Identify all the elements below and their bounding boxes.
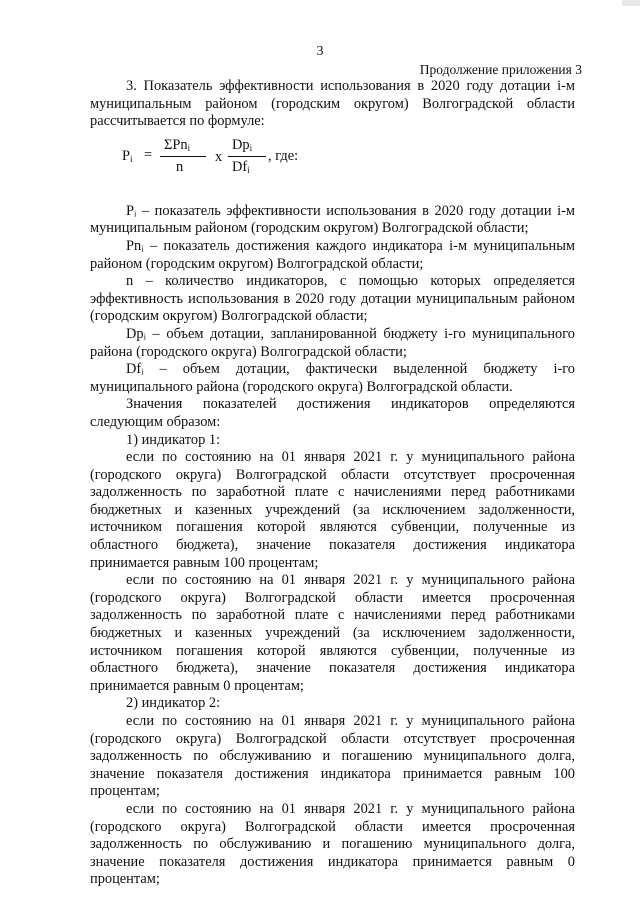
indicator-1-case-present: если по состоянию на 01 января 2021 г. у муниципального района (городского округа) Волгоградской области имеется просроченная задолженность по заработной плате с начислениями перед работниками бюджетных и казенных учреждений (за исключением задолженности, источником погашения которой являются субвенции, полученные из областного бюджета), значение показателя достижения индикатора принимается равным 0 процентам; [90, 572, 575, 694]
fraction-bar-1 [160, 156, 206, 157]
heading-indicator-1: 1) индикатор 1: [126, 431, 221, 448]
paragraph-indicator-values: Значения показателей достижения индикаторов определяются следующим образом: [90, 396, 575, 430]
indicator-1-case-absent: если по состоянию на 01 января 2021 г. у муниципального района (городского округа) Волгоградской области отсутствует просроченная задолженность по заработной плате с начислениями перед работниками бюджетных и казенных учреждений (за исключением задолженности, источником погашения которой являются субвенции, полученные из областного бюджета), значение показателя достижения индикатора принимается равным 100 процентам; [90, 449, 575, 571]
definition-dpi: Dpᵢ – объем дотации, запланированной бюджету i-го муниципального района (городского округа) Волгоградской области; [90, 325, 575, 360]
indicator-2-case-absent: если по состоянию на 01 января 2021 г. у муниципального района (городского округа) Волгоградской области отсутствует просроченная задолженность по обслуживанию и погашению муниципального долга, значение показателя достижения индикатора принимается равным 100 процентам; [90, 713, 575, 800]
formula-times: x [215, 148, 223, 165]
formula-equals: = [144, 146, 153, 163]
indicator-2-case-present: если по состоянию на 01 января 2021 г. у муниципального района (городского округа) Волгоградской области имеется просроченная задолженность по обслуживанию и погашению муниципального долга, значение показателя достижения индикатора принимается равным 0 процентам; [90, 800, 575, 888]
document-body [90, 78, 575, 889]
scan-edge-mark [622, 0, 640, 6]
paragraph-intro: 3. Показатель эффективности использования в 2020 году дотации i-м муниципальным районом (городским округом) Волгоградской области рассчитывается по формуле: [90, 78, 575, 130]
appendix-continuation-note: Продолжение приложения 3 [419, 62, 582, 77]
formula-denominator-2: $Df_i$ [232, 158, 250, 175]
formula-lhs: $P_i$ [122, 147, 133, 164]
formula-numerator-2: $Dp_i$ [232, 136, 253, 153]
formula-denominator-1: n [176, 158, 184, 175]
definition-pni: Pnᵢ – показатель достижения каждого индикатора i-м муниципальным районом (городским округом) Волгоградской области; [90, 237, 575, 272]
formula [120, 135, 575, 185]
definition-dfi: Dfᵢ – объем дотации, фактически выделенной бюджету i-го муниципального района (городского округа) Волгоградской области. [90, 361, 575, 395]
formula-numerator-1: ΣPn$_i$ [164, 136, 191, 153]
definition-pi: Pᵢ – показатель эффективности использования в 2020 году дотации i-м муниципальным районом (городским округом) Волгоградской области; [90, 202, 575, 237]
heading-indicator-2: 2) индикатор 2: [126, 695, 221, 712]
page-number: 3 [316, 44, 324, 59]
formula-tail: , где: [268, 147, 299, 164]
fraction-bar-2 [228, 156, 266, 157]
definition-n: n – количество индикаторов, с помощью которых определяется эффективность использования в 2020 году дотации муниципальным районом (городским округом) Волгоградской области; [90, 273, 575, 325]
